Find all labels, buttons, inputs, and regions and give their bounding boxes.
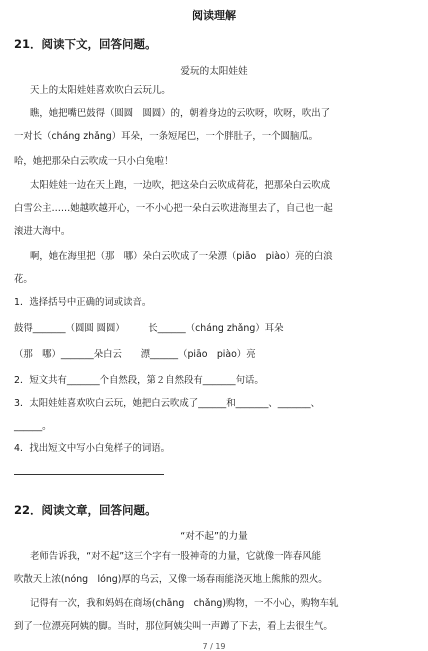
question-item: 1．选择括号中正确的词或读音。 — [14, 297, 152, 308]
page-title: 阅读理解 — [192, 9, 236, 22]
paragraph-line: 花。 — [14, 274, 33, 285]
paragraph-line: 滚进大海中。 — [14, 226, 71, 237]
paragraph-line: 老师告诉我，“对不起”这三个字有一股神奇的力量，它就像一阵春风能 — [30, 551, 321, 562]
question-item: 4．找出短文中写小白兔样子的词语。 — [14, 443, 170, 454]
page-number: 7 / 19 — [202, 642, 226, 651]
paragraph-line: 到了一位漂亮阿姨的脚。当时，那位阿姨尖叫一声蹲了下去，看上去很生气。 — [14, 621, 333, 632]
answer-blank-line — [14, 474, 164, 475]
paragraph-line: 太阳娃娃一边在天上跑，一边吹，把这朵白云吹成荷花，把那朵白云吹成 — [30, 180, 331, 191]
paragraph-line: 哈，她把那朵白云吹成一只小白兔啦！ — [14, 156, 174, 167]
question-22-heading: 22．阅读文章，回答问题。 — [14, 503, 157, 517]
paragraph-line: 天上的太阳娃娃喜欢吹白云玩儿。 — [30, 85, 171, 96]
paragraph-line: 白雪公主……她越吹越开心，一不小心把一朵白云吹进海里去了，自己也一起 — [14, 203, 333, 214]
question-item: ______。 — [14, 421, 52, 432]
paragraph-line: 记得有一次，我和妈妈在商场(chāng chǎng)购物，一不小心，购物车轧 — [30, 598, 339, 609]
paragraph-line: 瞧，她把嘴巴鼓得（圆圆 圆圆）的，朝着身边的云吹呀，吹呀，吹出了 — [30, 108, 331, 119]
question-item: 2．短文共有_______个自然段，第２自然段有_______句话。 — [14, 375, 264, 386]
question-21-heading: 21．阅读下文，回答问题。 — [14, 37, 157, 51]
paragraph-line: 啊，她在海里把（那 哪）朵白云吹成了一朵漂（piāo piào）亮的白浪 — [30, 251, 333, 262]
question-item: 3．太阳娃娃喜欢吹白云玩，她把白云吹成了______和_______、_______、 — [14, 398, 320, 409]
story-title-22: “对不起”的力量 — [180, 531, 248, 542]
story-title-21: 爱玩的太阳娃娃 — [180, 66, 248, 77]
question-item: 鼓得_______（圆圆 圆圆） 长______（cháng zhǎng）耳朵 — [14, 323, 284, 334]
question-item: （那 哪）_______朵白云 漂______（piāo piào）亮 — [14, 349, 256, 360]
paragraph-line: 吹散天上浓(nóng lóng)厚的乌云，又像一场春雨能浇灭地上熊熊的烈火。 — [14, 574, 328, 585]
paragraph-line: 一对长（cháng zhǎng）耳朵，一条短尾巴，一个胖肚子，一个圆脑瓜。 — [14, 131, 318, 142]
